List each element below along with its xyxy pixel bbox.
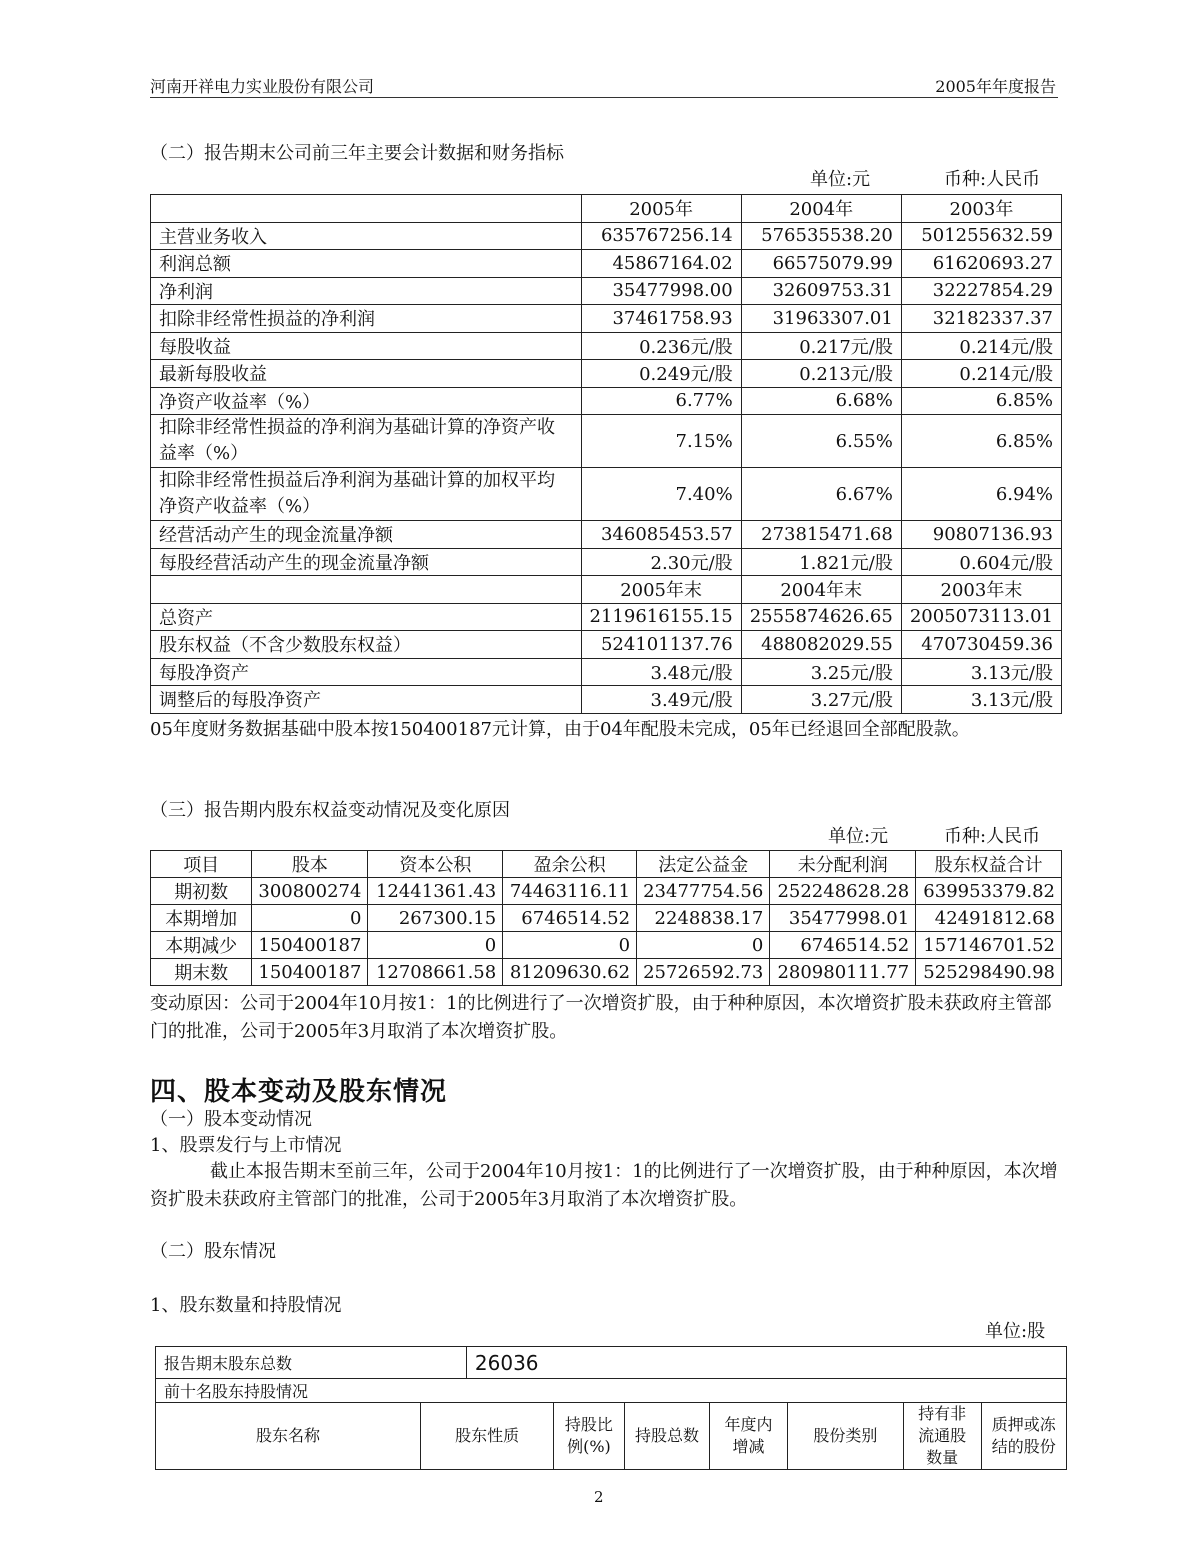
row-label: 本期减少 xyxy=(151,932,252,959)
row-label: 经营活动产生的现金流量净额 xyxy=(151,521,582,549)
header-company: 河南开祥电力实业股份有限公司 xyxy=(150,77,375,96)
value-cell: 0.213元/股 xyxy=(741,360,901,388)
column-header: 股东名称 xyxy=(156,1403,421,1470)
sec4-heading: 四、股本变动及股东情况 xyxy=(150,1077,448,1107)
value-cell: 488082029.55 xyxy=(741,631,901,659)
sec4-sub2: （二）股东情况 xyxy=(150,1241,276,1262)
column-header: 持股比例(%) xyxy=(554,1403,625,1470)
column-header: 未分配利润 xyxy=(770,851,916,878)
top10-label: 前十名股东持股情况 xyxy=(156,1379,1067,1403)
value-cell: 6746514.52 xyxy=(503,905,637,932)
value-cell: 252248628.28 xyxy=(770,878,916,905)
row-label: 扣除非经常性损益的净利润为基础计算的净资产收益率（%） xyxy=(151,415,582,468)
value-cell: 2.30元/股 xyxy=(581,548,741,576)
row-label: 期初数 xyxy=(151,878,252,905)
value-cell: 300800274 xyxy=(252,878,368,905)
value-cell: 470730459.36 xyxy=(901,631,1061,659)
column-header: 年度内增减 xyxy=(710,1403,788,1470)
header-report: 2005年年度报告 xyxy=(935,77,1056,96)
column-header: 盈余公积 xyxy=(503,851,637,878)
year-header: 2005年 xyxy=(581,195,741,223)
table-row xyxy=(151,222,1062,250)
table-row xyxy=(151,387,1062,415)
equity-change-table xyxy=(150,850,1062,986)
table-row xyxy=(151,631,1062,659)
table-row xyxy=(151,415,1062,468)
value-cell: 0 xyxy=(368,932,503,959)
column-header-row xyxy=(156,1403,1067,1470)
value-cell: 273815471.68 xyxy=(741,521,901,549)
value-cell: 157146701.52 xyxy=(916,932,1062,959)
value-cell: 12708661.58 xyxy=(368,959,503,986)
shareholder-table xyxy=(155,1346,1067,1470)
table-row xyxy=(151,548,1062,576)
header-row xyxy=(151,851,1062,878)
year-end-header-row xyxy=(151,576,1062,604)
value-cell: 3.49元/股 xyxy=(581,686,741,714)
value-cell: 74463116.11 xyxy=(503,878,637,905)
value-cell: 2119616155.15 xyxy=(581,603,741,631)
year-header-row xyxy=(151,195,1062,223)
year-header: 2005年末 xyxy=(581,576,741,604)
value-cell: 0 xyxy=(252,905,368,932)
value-cell: 45867164.02 xyxy=(581,250,741,278)
value-cell: 25726592.73 xyxy=(637,959,770,986)
value-cell: 7.15% xyxy=(581,415,741,468)
row-label: 每股收益 xyxy=(151,332,582,360)
financial-table xyxy=(150,194,1062,714)
value-cell: 3.27元/股 xyxy=(741,686,901,714)
value-cell: 6.68% xyxy=(741,387,901,415)
value-cell: 6.67% xyxy=(741,468,901,521)
value-cell: 635767256.14 xyxy=(581,222,741,250)
row-label: 主营业务收入 xyxy=(151,222,582,250)
year-header: 2004年 xyxy=(741,195,901,223)
sec4-item2: 1、股东数量和持股情况 xyxy=(150,1295,342,1316)
value-cell: 0.217元/股 xyxy=(741,332,901,360)
value-cell: 3.13元/股 xyxy=(901,658,1061,686)
value-cell: 0.249元/股 xyxy=(581,360,741,388)
value-cell: 66575079.99 xyxy=(741,250,901,278)
row-label: 调整后的每股净资产 xyxy=(151,686,582,714)
table-row xyxy=(151,521,1062,549)
value-cell: 32182337.37 xyxy=(901,305,1061,333)
value-cell: 0.214元/股 xyxy=(901,332,1061,360)
sec2-currency: 币种:人民币 xyxy=(944,169,1041,190)
year-header: 2003年 xyxy=(901,195,1061,223)
value-cell: 37461758.93 xyxy=(581,305,741,333)
value-cell: 6.55% xyxy=(741,415,901,468)
value-cell: 6.94% xyxy=(901,468,1061,521)
column-header: 股东权益合计 xyxy=(916,851,1062,878)
table-row xyxy=(151,360,1062,388)
value-cell: 7.40% xyxy=(581,468,741,521)
row-label: 净利润 xyxy=(151,277,582,305)
value-cell: 501255632.59 xyxy=(901,222,1061,250)
row-label: 期末数 xyxy=(151,959,252,986)
table-row xyxy=(151,305,1062,333)
row-label: 净资产收益率（%） xyxy=(151,387,582,415)
sec4-unit: 单位:股 xyxy=(985,1321,1046,1342)
table-row xyxy=(151,277,1062,305)
page-number: 2 xyxy=(594,1488,604,1506)
value-cell: 346085453.57 xyxy=(581,521,741,549)
total-shareholders-label: 报告期末股东总数 xyxy=(156,1347,467,1379)
table-row xyxy=(151,468,1062,521)
empty-cell xyxy=(151,195,582,223)
value-cell: 267300.15 xyxy=(368,905,503,932)
value-cell: 32609753.31 xyxy=(741,277,901,305)
table-row xyxy=(151,250,1062,278)
value-cell: 150400187 xyxy=(252,932,368,959)
value-cell: 6.85% xyxy=(901,415,1061,468)
table-row xyxy=(151,932,1062,959)
table-row xyxy=(151,905,1062,932)
sec2-unit: 单位:元 xyxy=(810,169,871,190)
value-cell: 2555874626.65 xyxy=(741,603,901,631)
sec4-item1: 1、股票发行与上市情况 xyxy=(150,1135,342,1156)
value-cell: 3.48元/股 xyxy=(581,658,741,686)
table-row xyxy=(151,658,1062,686)
value-cell: 0 xyxy=(503,932,637,959)
value-cell: 0 xyxy=(637,932,770,959)
column-header: 股东性质 xyxy=(421,1403,554,1470)
row-label: 扣除非经常性损益的净利润 xyxy=(151,305,582,333)
row-label: 每股经营活动产生的现金流量净额 xyxy=(151,548,582,576)
table-row xyxy=(151,332,1062,360)
row-label: 总资产 xyxy=(151,603,582,631)
value-cell: 576535538.20 xyxy=(741,222,901,250)
value-cell: 32227854.29 xyxy=(901,277,1061,305)
value-cell: 12441361.43 xyxy=(368,878,503,905)
sec3-unit: 单位:元 xyxy=(828,826,889,847)
value-cell: 23477754.56 xyxy=(637,878,770,905)
table-row xyxy=(151,686,1062,714)
value-cell: 2248838.17 xyxy=(637,905,770,932)
value-cell: 90807136.93 xyxy=(901,521,1061,549)
value-cell: 2005073113.01 xyxy=(901,603,1061,631)
value-cell: 150400187 xyxy=(252,959,368,986)
value-cell: 525298490.98 xyxy=(916,959,1062,986)
row-label: 股东权益（不含少数股东权益） xyxy=(151,631,582,659)
column-header: 法定公益金 xyxy=(637,851,770,878)
sec3-currency: 币种:人民币 xyxy=(944,826,1041,847)
value-cell: 61620693.27 xyxy=(901,250,1061,278)
column-header: 股份类别 xyxy=(787,1403,903,1470)
table-row xyxy=(151,603,1062,631)
column-header: 项目 xyxy=(151,851,252,878)
sec4-sub1: （一）股本变动情况 xyxy=(150,1109,312,1130)
table-row xyxy=(151,878,1062,905)
row-label: 扣除非经常性损益后净利润为基础计算的加权平均净资产收益率（%） xyxy=(151,468,582,521)
sec2-note: 05年度财务数据基础中股本按150400187元计算，由于04年配股未完成，05年已经退回全部配股款。 xyxy=(150,719,970,740)
header-rule xyxy=(150,97,1058,98)
value-cell: 6746514.52 xyxy=(770,932,916,959)
sec2-title: （二）报告期末公司前三年主要会计数据和财务指标 xyxy=(150,143,564,164)
value-cell: 35477998.01 xyxy=(770,905,916,932)
year-header: 2004年末 xyxy=(741,576,901,604)
table-row xyxy=(151,959,1062,986)
value-cell: 31963307.01 xyxy=(741,305,901,333)
value-cell: 639953379.82 xyxy=(916,878,1062,905)
value-cell: 0.214元/股 xyxy=(901,360,1061,388)
value-cell: 3.13元/股 xyxy=(901,686,1061,714)
value-cell: 81209630.62 xyxy=(503,959,637,986)
value-cell: 0.604元/股 xyxy=(901,548,1061,576)
row-label: 每股净资产 xyxy=(151,658,582,686)
sec3-title: （三）报告期内股东权益变动情况及变化原因 xyxy=(150,800,510,821)
value-cell: 6.85% xyxy=(901,387,1061,415)
empty-cell xyxy=(151,576,582,604)
value-cell: 35477998.00 xyxy=(581,277,741,305)
value-cell: 3.25元/股 xyxy=(741,658,901,686)
total-shareholders-value: 26036 xyxy=(466,1347,1066,1379)
row-label: 本期增加 xyxy=(151,905,252,932)
column-header: 股本 xyxy=(252,851,368,878)
value-cell: 524101137.76 xyxy=(581,631,741,659)
value-cell: 0.236元/股 xyxy=(581,332,741,360)
column-header: 持有非流通股数量 xyxy=(903,1403,981,1470)
value-cell: 1.821元/股 xyxy=(741,548,901,576)
column-header: 质押或冻结的股份 xyxy=(981,1403,1066,1470)
row-label: 最新每股收益 xyxy=(151,360,582,388)
column-header: 持股总数 xyxy=(624,1403,709,1470)
value-cell: 42491812.68 xyxy=(916,905,1062,932)
sec4-para: 截止本报告期末至前三年，公司于2004年10月按1：1的比例进行了一次增资扩股，由于种种原因，本次增资扩股未获政府主管部门的批准，公司于2005年3月取消了本次增资扩股。 xyxy=(150,1161,1058,1210)
row-label: 利润总额 xyxy=(151,250,582,278)
column-header: 资本公积 xyxy=(368,851,503,878)
value-cell: 6.77% xyxy=(581,387,741,415)
year-header: 2003年末 xyxy=(901,576,1061,604)
sec3-reason: 变动原因：公司于2004年10月按1：1的比例进行了一次增资扩股，由于种种原因，本次增资扩股未获政府主管部门的批准，公司于2005年3月取消了本次增资扩股。 xyxy=(150,993,1052,1042)
value-cell: 280980111.77 xyxy=(770,959,916,986)
